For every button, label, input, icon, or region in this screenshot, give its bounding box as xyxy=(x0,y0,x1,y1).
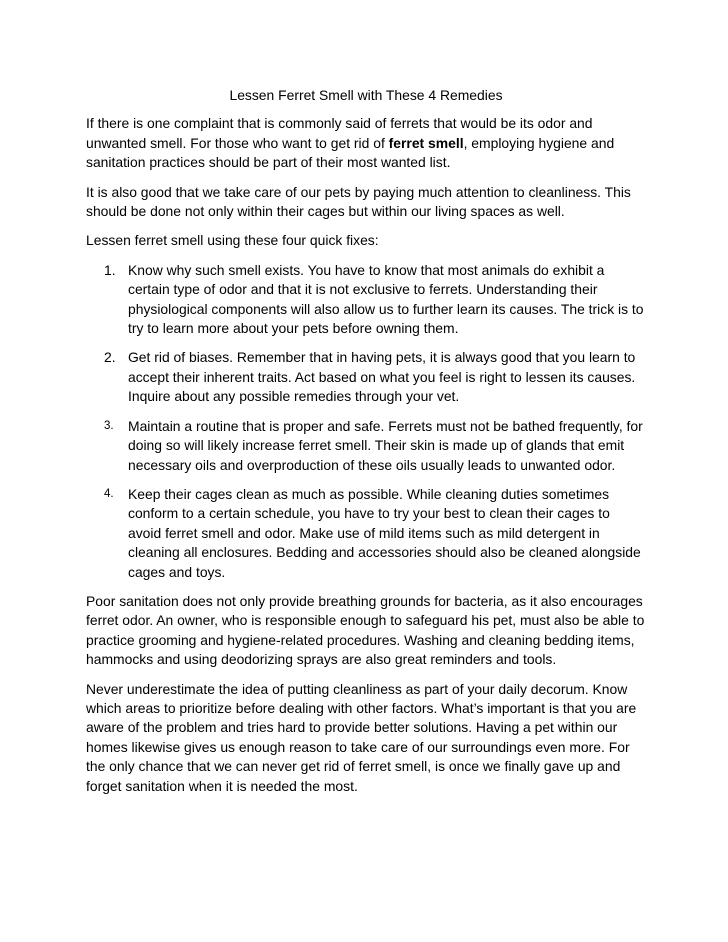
list-item xyxy=(86,261,646,339)
list-item-number: 1. xyxy=(104,261,116,278)
list-item-number: 3. xyxy=(104,419,114,432)
list-item-number: 4. xyxy=(104,487,114,500)
document-page xyxy=(86,86,646,806)
list-item xyxy=(86,348,646,406)
intro-text-end: , employing hygiene and sanitation practices should be part of their most wanted list. xyxy=(86,134,615,171)
document-title: Lessen Ferret Smell with These 4 Remedies xyxy=(229,87,503,103)
list-item-number: 2. xyxy=(104,349,116,366)
conclusion-paragraph: Never underestimate the idea of putting cleanliness as part of your daily decorum. Know which areas to prioritize before dealing with other factors. What’s important is that you are aware of the problem and tries hard to provide better solutions. Having a pet within our homes likewise gives us enough reason to take care of our surroundings even more. For the only chance that we can never get rid of ferret smell, is once we finally gave up and forget sanitation when it is needed the most. xyxy=(86,680,637,794)
cleanliness-paragraph: It is also good that we take care of our pets by paying much attention to cleanliness. This should be done not only within their cages but within our living spaces as well. xyxy=(86,183,631,220)
list-item-text: Maintain a routine that is proper and safe. Ferrets must not be bathed frequently, for doing so will likely increase ferret smell. Their skin is made up of glands that emit necessary oils and overproduction of these oils usually leads to unwanted odor. xyxy=(128,417,643,473)
intro-text-start: If there is one complaint that is commonly said of ferrets that would be its odor and unwanted smell. For those who want to get rid of xyxy=(86,115,593,151)
intro-paragraph xyxy=(86,114,646,172)
list-intro: Lessen ferret smell using these four quick fixes: xyxy=(86,232,379,249)
sanitation-paragraph: Poor sanitation does not only provide breathing grounds for bacteria, as it also encourages ferret odor. An owner, who is responsible enough to safeguard his pet, must also be able to practice grooming and hygiene-related procedures. Washing and cleaning bedding items, hammocks and using deodorizing sprays are also great reminders and tools. xyxy=(86,592,645,668)
list-item-text: Get rid of biases. Remember that in having pets, it is always good that you learn to accept their inherent traits. Act based on what you feel is right to lessen its causes. Inquire about any possible remedies through your vet. xyxy=(128,349,636,405)
list-item xyxy=(86,417,646,475)
intro-bold-keyword: ferret smell xyxy=(388,134,464,151)
remedies-list xyxy=(86,261,646,582)
list-item xyxy=(86,485,646,582)
list-item-text: Know why such smell exists. You have to know that most animals do exhibit a certain type of odor and that it is not exclusive to ferrets. Understanding their physiological components will also allow us to further learn its causes. The trick is to try to learn more about your pets before owning them. xyxy=(128,261,644,337)
list-item-text: Keep their cages clean as much as possible. While cleaning duties sometimes conform to a certain schedule, you have to try your best to clean their cages to avoid ferret smell and odor. Make use of mild items such as mild detergent in cleaning all enclosures. Bedding and accessories should also be cleaned alongside cages and toys. xyxy=(128,485,641,580)
